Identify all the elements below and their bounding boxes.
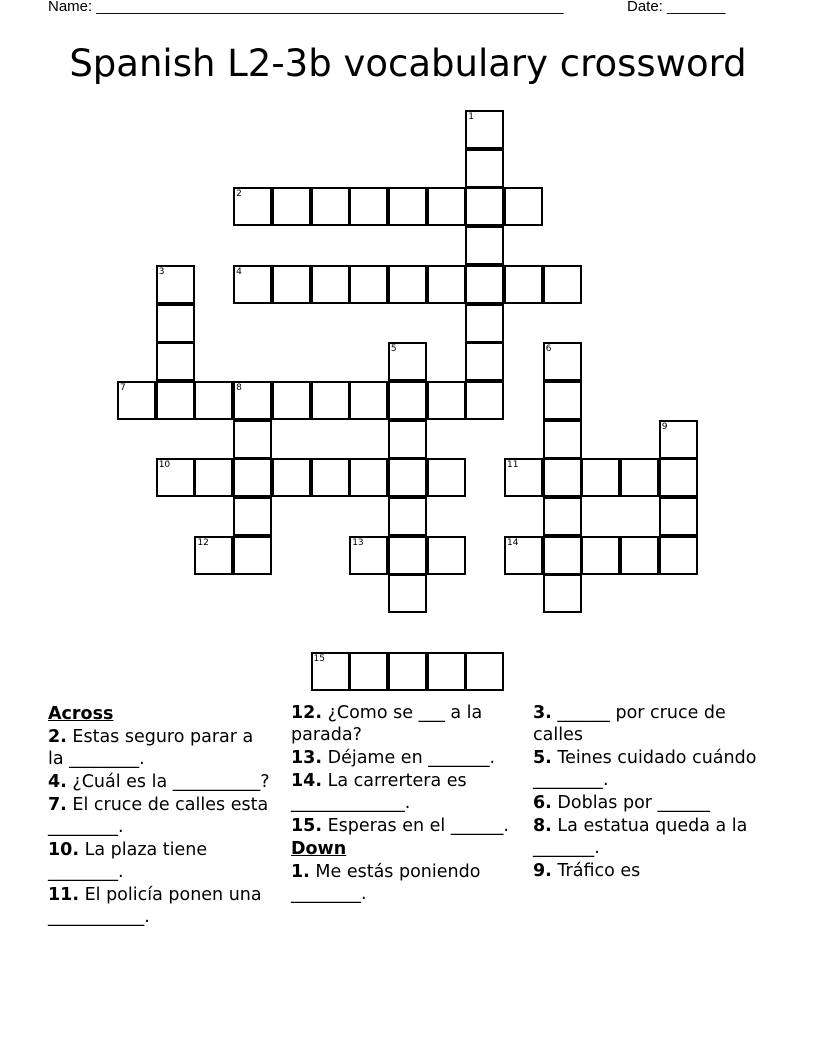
clue-text: Estas seguro parar a la ________. xyxy=(48,727,254,769)
cell-number: 10 xyxy=(158,460,171,471)
grid-cell[interactable] xyxy=(465,265,504,304)
clue-text: Me estás poniendo ________. xyxy=(291,862,481,904)
grid-cell[interactable] xyxy=(427,458,466,497)
cell-number: 9 xyxy=(661,421,668,432)
clues-column-1 xyxy=(48,702,273,929)
grid-cell[interactable] xyxy=(427,381,466,420)
name-field-label: Name: ________________________________________________________ xyxy=(48,0,564,15)
grid-cell[interactable] xyxy=(233,536,272,575)
grid-cell[interactable] xyxy=(659,458,698,497)
clue-text: El policía ponen una ___________. xyxy=(48,885,262,927)
grid-cell[interactable] xyxy=(311,652,350,691)
grid-cell[interactable] xyxy=(465,652,504,691)
clue-number: 5. xyxy=(533,748,552,768)
grid-cell[interactable] xyxy=(311,381,350,420)
grid-cell[interactable] xyxy=(581,458,620,497)
grid-cell[interactable] xyxy=(427,265,466,304)
clue-text: Esperas en el ______. xyxy=(327,816,509,836)
clue-number: 13. xyxy=(291,748,323,768)
grid-cell[interactable] xyxy=(194,381,233,420)
clue-text: La carrertera es _____________. xyxy=(291,771,467,813)
clue-number: 7. xyxy=(48,795,67,815)
clue-text: Doblas por ______ xyxy=(557,793,711,813)
clue-across-11 xyxy=(48,884,273,928)
cell-number: 3 xyxy=(158,266,165,277)
grid-cell[interactable] xyxy=(543,497,582,536)
grid-cell[interactable] xyxy=(349,458,388,497)
clue-text: El cruce de calles esta ________. xyxy=(48,795,269,837)
down-heading: Down xyxy=(291,839,347,859)
grid-cell[interactable] xyxy=(311,265,350,304)
grid-cell[interactable] xyxy=(311,458,350,497)
grid-cell[interactable] xyxy=(272,265,311,304)
clue-down-8 xyxy=(533,815,758,859)
grid-cell[interactable] xyxy=(427,536,466,575)
cell-number: 5 xyxy=(390,344,397,355)
grid-cell[interactable] xyxy=(620,458,659,497)
cell-number: 4 xyxy=(236,266,242,277)
cell-number: 1 xyxy=(468,112,475,122)
date-field-label: Date: _______ xyxy=(627,0,726,15)
cell-number: 8 xyxy=(236,382,242,393)
clue-text: Teines cuidado cuándo ________. xyxy=(533,748,757,790)
clue-number: 8. xyxy=(533,816,552,836)
clue-text: Tráfico es xyxy=(557,861,641,881)
clue-text: ¿Como se ___ a la parada? xyxy=(291,703,483,745)
clue-number: 12. xyxy=(291,703,323,723)
grid-cell[interactable] xyxy=(504,536,543,575)
grid-cell[interactable] xyxy=(465,187,504,226)
grid-cell[interactable] xyxy=(504,458,543,497)
grid-cell[interactable] xyxy=(388,574,427,613)
cell-number: 14 xyxy=(507,537,519,548)
clues-column-2 xyxy=(291,702,516,906)
clues-column-3 xyxy=(533,702,758,883)
cell-number: 2 xyxy=(236,189,242,200)
grid-cell[interactable] xyxy=(465,304,504,343)
clue-number: 9. xyxy=(533,861,552,881)
grid-cell[interactable] xyxy=(349,536,388,575)
grid-cell[interactable] xyxy=(349,187,388,226)
grid-cell[interactable] xyxy=(543,420,582,459)
grid-cell[interactable] xyxy=(311,187,350,226)
grid-cell[interactable] xyxy=(465,381,504,420)
grid-cell[interactable] xyxy=(543,536,582,575)
cell-number: 6 xyxy=(545,344,552,355)
grid-cell[interactable] xyxy=(465,342,504,381)
grid-cell[interactable] xyxy=(388,381,427,420)
clue-across-7 xyxy=(48,794,273,838)
clue-across-15 xyxy=(291,815,516,837)
clue-text: La estatua queda a la _______. xyxy=(533,816,748,858)
clue-text: Déjame en _______. xyxy=(327,748,496,768)
clue-text: ______ por cruce de calles xyxy=(533,703,726,745)
clue-across-14 xyxy=(291,770,516,814)
grid-cell[interactable] xyxy=(349,265,388,304)
clue-number: 14. xyxy=(291,771,323,791)
grid-cell[interactable] xyxy=(156,342,195,381)
grid-cell[interactable] xyxy=(156,381,195,420)
clue-text: ¿Cuál es la __________? xyxy=(72,772,270,792)
clue-down-5 xyxy=(533,747,758,791)
grid-cell[interactable] xyxy=(659,420,698,459)
clue-text: La plaza tiene ________. xyxy=(48,840,208,882)
clue-across-10 xyxy=(48,839,273,883)
grid-cell[interactable] xyxy=(388,342,427,381)
grid-cell[interactable] xyxy=(233,458,272,497)
grid-cell[interactable] xyxy=(156,304,195,343)
cell-number: 12 xyxy=(197,537,209,548)
grid-cell[interactable] xyxy=(233,265,272,304)
cell-number: 11 xyxy=(507,460,519,471)
grid-cell[interactable] xyxy=(388,497,427,536)
clue-number: 2. xyxy=(48,727,67,747)
clue-number: 6. xyxy=(533,793,552,813)
grid-cell[interactable] xyxy=(233,187,272,226)
grid-cell[interactable] xyxy=(465,226,504,265)
grid-cell[interactable] xyxy=(465,110,504,149)
clue-number: 4. xyxy=(48,772,67,792)
clue-number: 1. xyxy=(291,862,310,882)
clue-number: 15. xyxy=(291,816,323,836)
grid-cell[interactable] xyxy=(504,265,543,304)
across-heading: Across xyxy=(48,704,114,724)
cell-number: 15 xyxy=(313,653,325,664)
grid-cell[interactable] xyxy=(465,149,504,188)
grid-cell[interactable] xyxy=(233,381,272,420)
grid-cell[interactable] xyxy=(156,458,195,497)
grid-cell[interactable] xyxy=(272,458,311,497)
grid-cell[interactable] xyxy=(543,342,582,381)
grid-cell[interactable] xyxy=(349,652,388,691)
grid-cell[interactable] xyxy=(272,187,311,226)
clue-down-6 xyxy=(533,792,758,814)
grid-cell[interactable] xyxy=(156,265,195,304)
grid-cell[interactable] xyxy=(543,574,582,613)
grid-cell[interactable] xyxy=(388,536,427,575)
grid-cell[interactable] xyxy=(659,497,698,536)
grid-cell[interactable] xyxy=(581,536,620,575)
grid-cell[interactable] xyxy=(543,458,582,497)
grid-cell[interactable] xyxy=(427,652,466,691)
grid-cell[interactable] xyxy=(388,458,427,497)
grid-cell[interactable] xyxy=(620,536,659,575)
grid-cell[interactable] xyxy=(427,187,466,226)
grid-cell[interactable] xyxy=(659,536,698,575)
grid-cell[interactable] xyxy=(349,381,388,420)
grid-cell[interactable] xyxy=(233,420,272,459)
clue-across-2 xyxy=(48,726,273,770)
cell-number: 13 xyxy=(352,537,364,548)
page-title: Spanish L2-3b vocabulary crossword xyxy=(69,42,747,85)
grid-cell[interactable] xyxy=(194,458,233,497)
clue-across-4 xyxy=(48,771,273,793)
grid-cell[interactable] xyxy=(388,420,427,459)
cell-number: 7 xyxy=(120,382,126,393)
clue-down-1 xyxy=(291,861,516,905)
grid-cell[interactable] xyxy=(194,536,233,575)
clue-down-3 xyxy=(533,702,758,746)
grid-cell[interactable] xyxy=(388,652,427,691)
clue-across-12 xyxy=(291,702,516,746)
clue-down-9 xyxy=(533,860,758,882)
clue-across-13 xyxy=(291,747,516,769)
clue-number: 10. xyxy=(48,840,80,860)
grid-cell[interactable] xyxy=(543,265,582,304)
grid-cell[interactable] xyxy=(543,381,582,420)
grid-cell[interactable] xyxy=(388,265,427,304)
clue-number: 11. xyxy=(48,885,80,905)
grid-cell[interactable] xyxy=(504,187,543,226)
grid-cell[interactable] xyxy=(272,381,311,420)
grid-cell[interactable] xyxy=(117,381,156,420)
clue-number: 3. xyxy=(533,703,552,723)
grid-cell[interactable] xyxy=(388,187,427,226)
grid-cell[interactable] xyxy=(233,497,272,536)
